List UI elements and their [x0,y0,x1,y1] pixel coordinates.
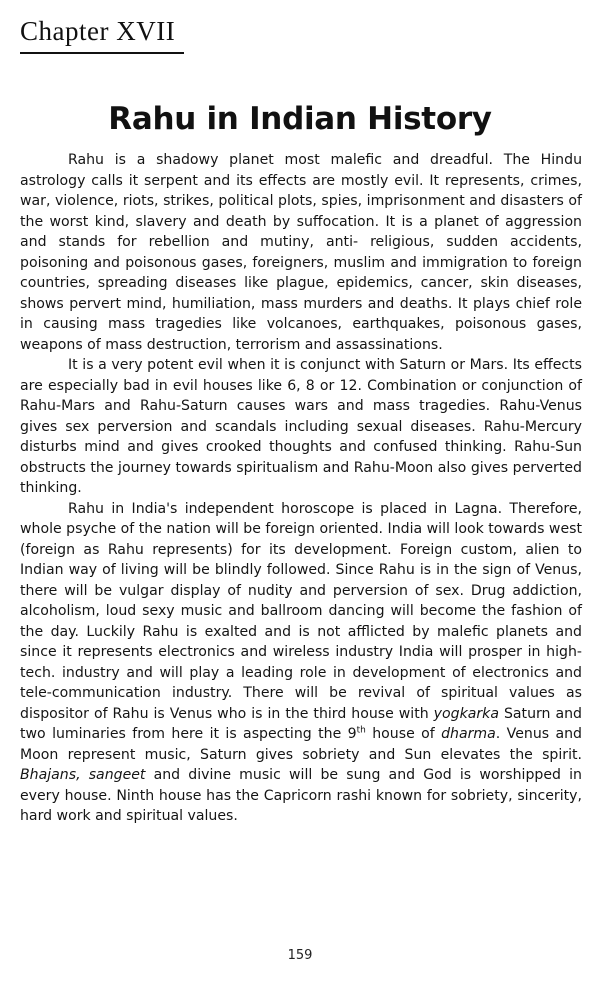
chapter-header [20,14,184,54]
paragraph-3-part-e: and divine music will be sung and God is worshipped in every house. Ninth house has the Capricorn rashi known for sobriety, sincerity, hard work and spiritual values. [20,767,582,824]
chapter-label: Chapter XVII [20,16,176,46]
page-number: 159 [287,948,313,963]
ordinal-suffix: th [356,725,366,736]
paragraph-3-part-d: . Venus and Moon represent music, Saturn gives sobriety and Sun elevates the spirit. [20,726,582,763]
page-title: Rahu in Indian History [108,100,492,137]
term-yogkarka: yogkarka [433,705,499,722]
paragraph-3-part-b: Saturn and two luminaries from here it is aspecting the 9 [20,705,582,742]
paragraph-3 [20,499,582,827]
term-bhajans-sangeet: Bhajans, sangeet [20,767,146,783]
paragraph-1: Rahu is a shadowy planet most malefic and dreadful. The Hindu astrology calls it serpent and its effects are mostly evil. It represents, crimes, war, violence, riots, strikes, political plots, spies, imprisonment and disasters of the worst kind, slavery and death by suffocation. It is a planet of aggression and stands for rebellion and mutiny, anti- religious, sudden accidents, poisoning and poisonous gases, foreigners, muslim and immigration to foreign countries, spreading diseases like plague, epidemics, cancer, skin diseases, shows pervert mind, humiliation, mass murders and deaths. It plays chief role in causing mass tragedies like volcanoes, earthquakes, poisonous gases, weapons of mass destruction, terrorism and assassinations. [20,152,582,353]
paragraph-3-part-a: Rahu in India's independent horoscope is placed in Lagna. Therefore, whole psyche of the nation will be foreign oriented. India will look towards west (foreign as Rahu represents) for its development. Foreign custom, alien to Indian way of living will be blindly followed. Since Rahu is in the sign of Venus, there will be vulgar display of nudity and perversion of sex. Drug addiction, alcoholism, loud sexy music and ballroom dancing will become the fashion of the day. Luckily Rahu is exalted and is not afflicted by malefic planets and since it represents electronics and wireless industry India will prosper in high-tech. industry and will play a leading role in development of electronics and tele-communication industry. There will be revival of spiritual values as dispositor of Rahu is Venus who is in the third house with [20,500,582,722]
term-dharma: dharma [441,726,496,742]
chapter-underline [20,52,184,54]
body-text [20,150,582,827]
paragraph-2: It is a very potent evil when it is conjunct with Saturn or Mars. Its effects are especially bad in evil houses like 6, 8 or 12. Combination or conjunction of Rahu-Mars and Rahu-Saturn causes wars and mass tragedies. Rahu-Venus gives sex perversion and scandals including sexual diseases. Rahu-Mercury disturbs mind and gives crooked thoughts and confused thinking. Rahu-Sun obstructs the journey towards spiritualism and Rahu-Moon also gives perverted thinking. [20,357,582,496]
paragraph-3-part-c: house of [365,726,442,742]
